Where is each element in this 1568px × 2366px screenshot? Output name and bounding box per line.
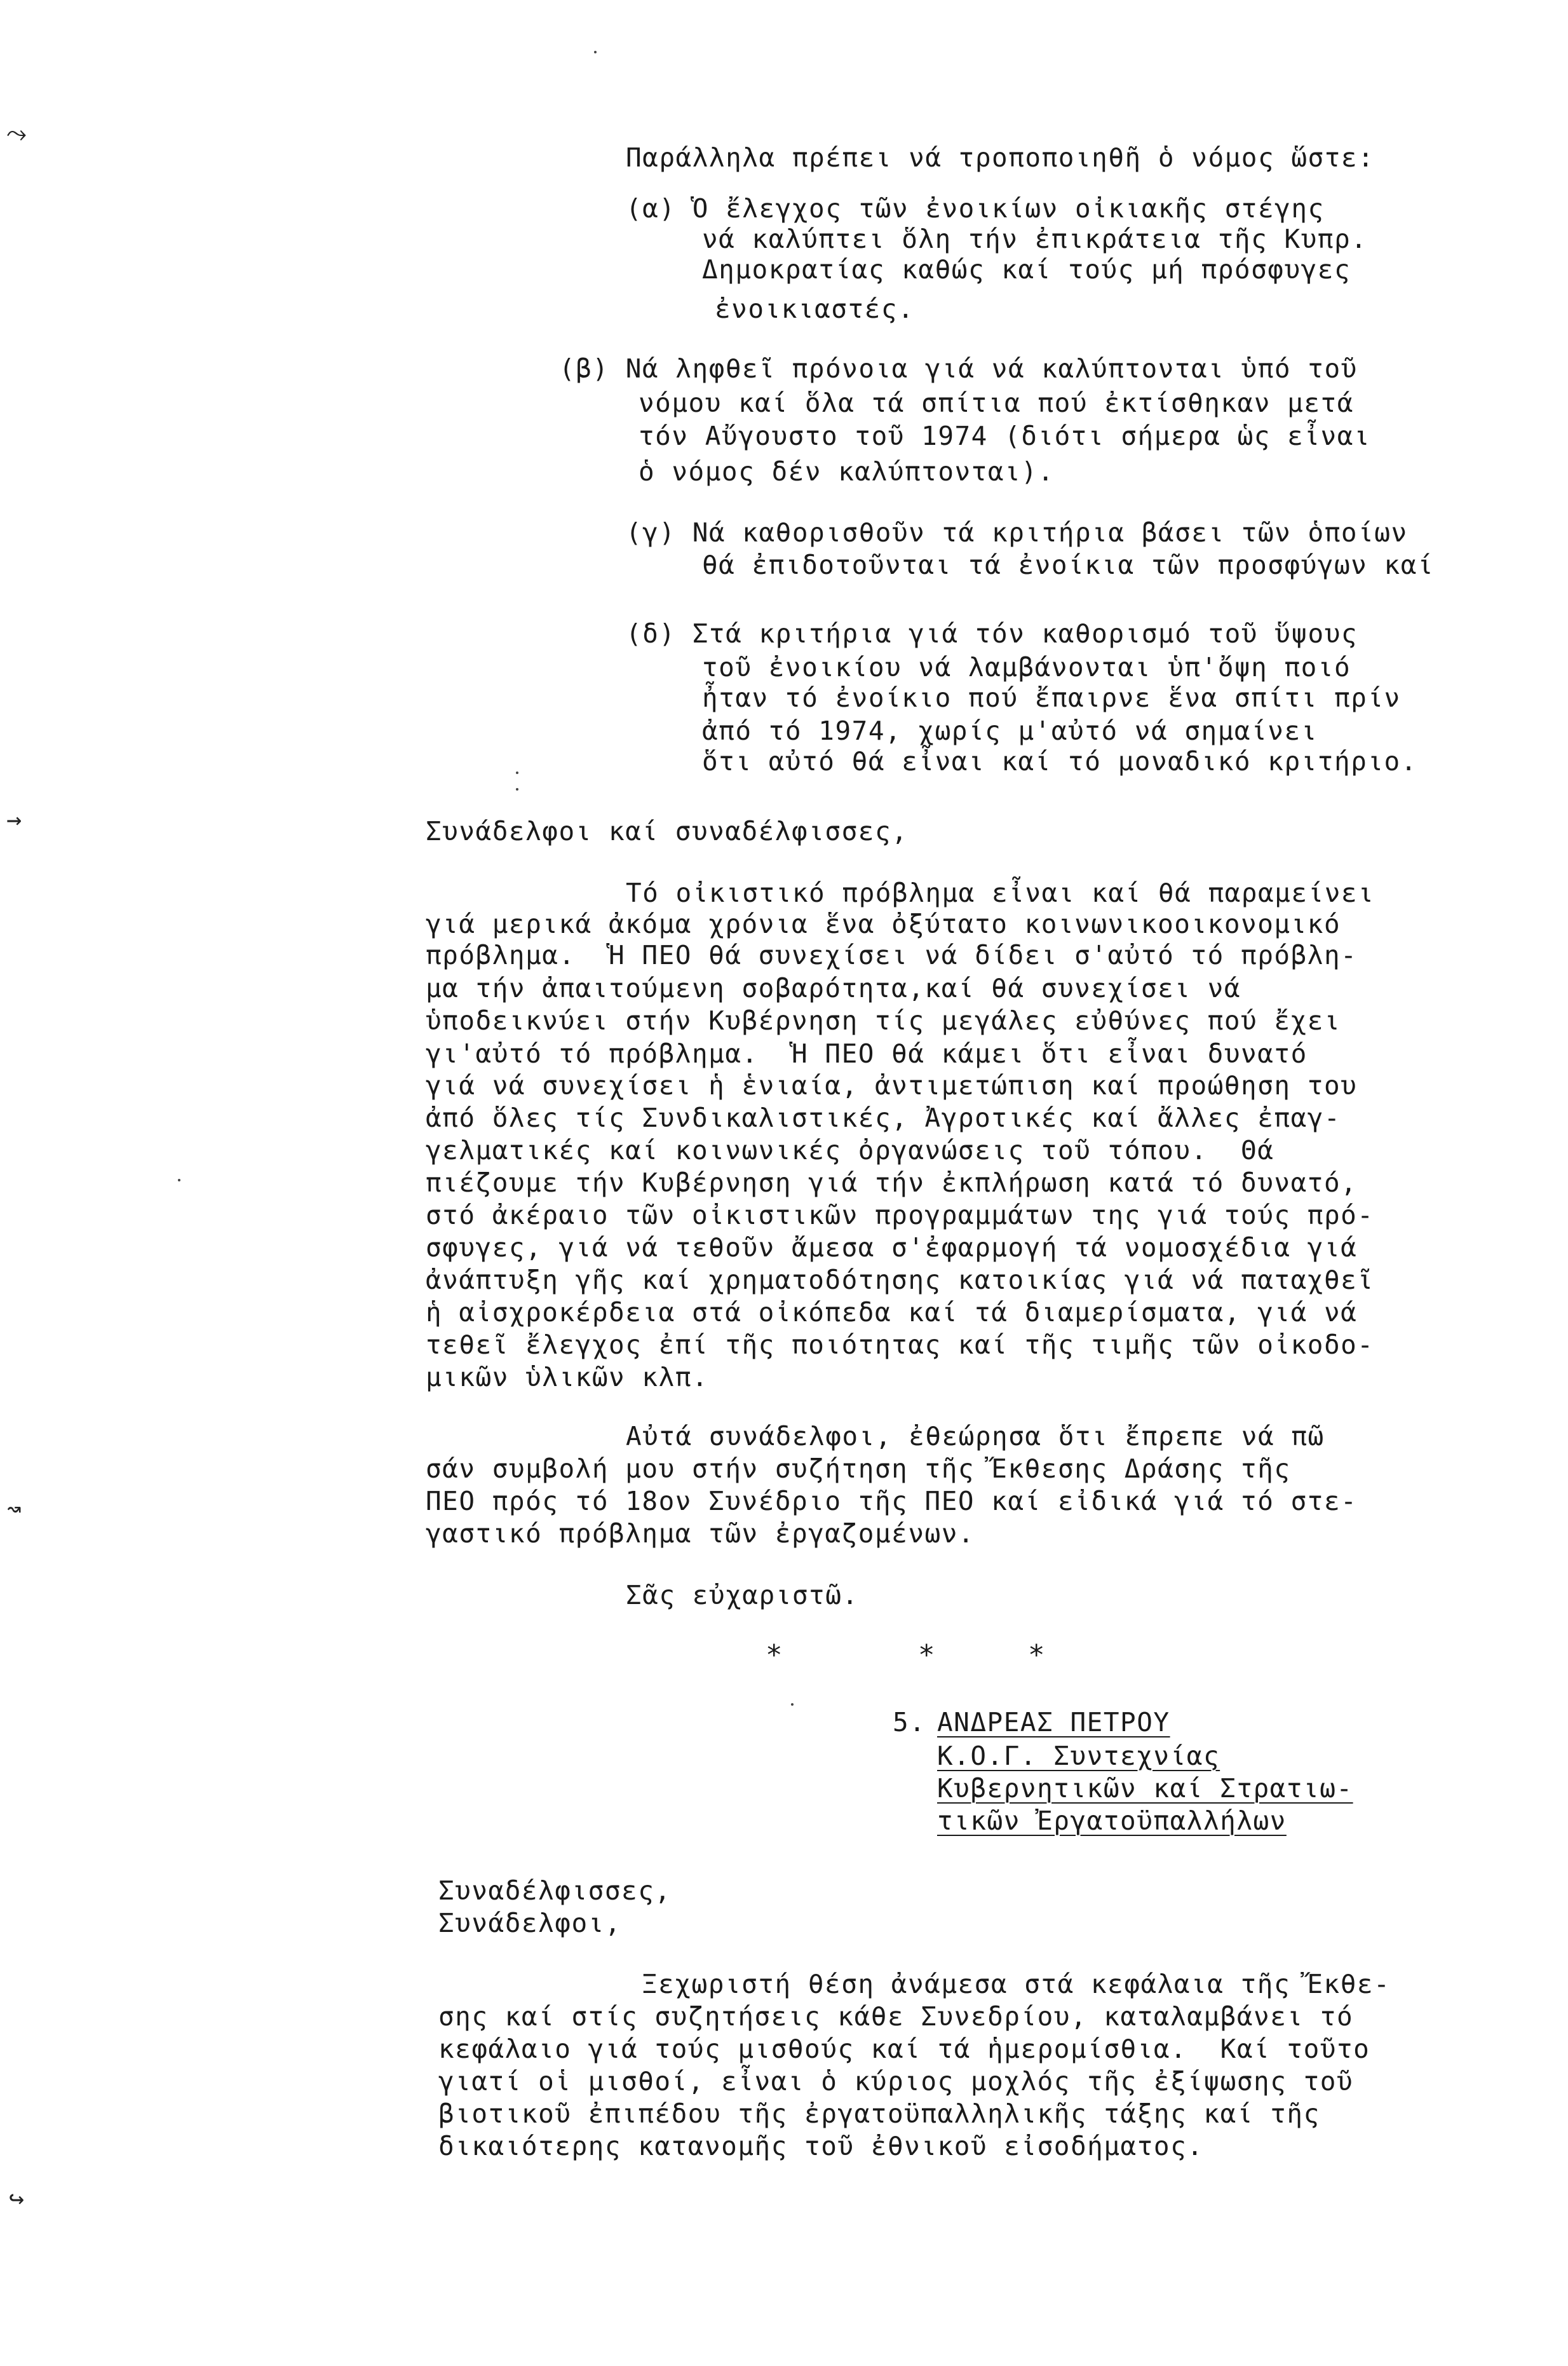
paragraph-line: ἀπό ὅλες τίς Συνδικαλιστικές, Ἀγροτικές καί ἄλλες ἐπαγ- [426,1103,1341,1133]
margin-mark: ↝ [6,1495,22,1524]
item-d-line: ἦταν τό ἐνοίκιο πού ἔπαιρνε ἕνα σπίτι πρίν [702,683,1401,713]
intro-line: Παράλληλα πρέπει νά τροποποιηθῆ ὁ νόμος ὥστε: [626,142,1375,173]
item-d-line: τοῦ ἐνοικίου νά λαμβάνονται ὑπ'ὄψη ποιό [702,652,1351,683]
paragraph-line: σφυγες, γιά νά τεθοῦν ἄμεσα σ'ἐφαρμογή τά νομοσχέδια γιά [426,1232,1358,1263]
speaker-affiliation: Κυβερνητικῶν καί Στρατιω- [937,1773,1353,1804]
paragraph-line: γιά νά συνεχίσει ἡ ἑνιαία, ἀντιμετώπιση καί προώθηση του [426,1070,1358,1101]
item-c-line: (γ) Νά καθορισθοῦν τά κριτήρια βάσει τῶν ὁποίων [626,517,1408,548]
paragraph-line: γι'αὐτό τό πρόβλημα. Ἡ ΠΕΟ θά κάμει ὅτι εἶναι δυνατό [426,1038,1308,1069]
paragraph-line: γιά μερικά ἀκόμα χρόνια ἕνα ὀξύτατο κοινωνικοοικονομικό [426,909,1341,939]
scan-speck [594,51,597,53]
speaker-affiliation: Κ.Ο.Γ. Συντεχνίας [937,1741,1220,1771]
margin-mark: → [6,805,22,834]
item-a-line: νά καλύπτει ὅλη τήν ἐπικράτεια τῆς Κυπρ. [702,224,1368,254]
speaker-number: 5. [893,1707,926,1737]
paragraph-line: στό ἀκέραιο τῶν οἰκιστικῶν προγραμμάτων της γιά τούς πρό- [426,1200,1374,1230]
paragraph-line: ἡ αἰσχροκέρδεια στά οἰκόπεδα καί τά διαμερίσματα, γιά νά [426,1297,1358,1328]
separator-asterisk: * [766,1639,783,1671]
paragraph-line: πιέζουμε τήν Κυβέρνηση γιά τήν ἐκπλήρωση κατά τό δυνατό, [426,1167,1358,1198]
item-b-line: νόμου καί ὅλα τά σπίτια πού ἐκτίσθηκαν μετά [639,388,1354,418]
paragraph-line: γελματικές καί κοινωνικές ὀργανώσεις τοῦ τόπου. Θά [426,1135,1274,1166]
separator-asterisk: * [1028,1639,1045,1671]
item-b-line: τόν Αὔγουστο τοῦ 1974 (διότι σήμερα ὡς εἶναι [639,421,1371,451]
item-d-line: ἀπό τό 1974, χωρίς μ'αὐτό νά σημαίνει [702,716,1318,746]
paragraph-line: σης καί στίς συζητήσεις κάθε Συνεδρίου, καταλαμβάνει τό [438,2001,1354,2032]
item-a-line: Δημοκρατίας καθώς καί τούς μή πρόσφυγες [702,254,1351,285]
item-d-line: (δ) Στά κριτήρια γιά τόν καθορισμό τοῦ ὕψους [626,618,1358,649]
item-a-line: ἐνοικιαστές. [715,294,915,324]
item-d-line: ὅτι αὐτό θά εἶναι καί τό μοναδικό κριτήριο. [702,746,1417,777]
margin-mark: ↪ [9,2184,25,2213]
item-b-line: (β) Νά ληφθεῖ πρόνοια γιά νά καλύπτονται ὑπό τοῦ [559,353,1358,384]
separator-asterisk: * [918,1639,935,1671]
paragraph-line: δικαιότερης κατανομῆς τοῦ ἐθνικοῦ εἰσοδήματος. [438,2131,1204,2161]
paragraph-line: Τό οἰκιστικό πρόβλημα εἶναι καί θά παραμείνει [626,878,1375,908]
scan-speck [178,1179,180,1181]
speaker-affiliation: τικῶν Ἐργατοϋπαλλήλων [937,1805,1287,1836]
salutation: Συναδέλφισσες, [438,1875,672,1906]
paragraph-line: κεφάλαιο γιά τούς μισθούς καί τά ἡμερομίσθια. Καί τοῦτο [438,2034,1370,2064]
closing-thanks: Σᾶς εὐχαριστῶ. [626,1580,859,1610]
margin-mark: ⤳ [6,119,27,148]
paragraph-line: πρόβλημα. Ἡ ΠΕΟ θά συνεχίσει νά δίδει σ'αὐτό τό πρόβλη- [426,940,1358,970]
salutation: Συνάδελφοι, [438,1908,622,1938]
paragraph-line: ἀνάπτυξη γῆς καί χρηματοδότησης κατοικίας γιά νά παταχθεῖ [426,1265,1374,1295]
paragraph-line: γιατί οἱ μισθοί, εἶναι ὁ κύριος μοχλός τῆς ἐξίψωσης τοῦ [438,2066,1354,2097]
scan-speck [791,1703,794,1706]
scan-speck [516,772,518,774]
speaker-name: ΑΝΔΡΕΑΣ ΠΕΤΡΟΥ [937,1707,1170,1737]
paragraph-line: μικῶν ὑλικῶν κλπ. [426,1362,709,1392]
item-c-line: θά ἐπιδοτοῦνται τά ἐνοίκια τῶν προσφύγων καί [702,550,1435,580]
paragraph-line: γαστικό πρόβλημα τῶν ἐργαζομένων. [426,1518,975,1549]
scan-speck [516,788,518,791]
paragraph-line: βιοτικοῦ ἐπιπέδου τῆς ἐργατοϋπαλληλικῆς τάξης καί τῆς [438,2098,1320,2129]
salutation: Συνάδελφοι καί συναδέλφισσες, [426,816,909,846]
paragraph-line: σάν συμβολή μου στήν συζήτηση τῆς Ἔκθεσης Δράσης τῆς [426,1453,1291,1484]
paragraph-line: ὑποδεικνύει στήν Κυβέρνηση τίς μεγάλες εὐθύνες πού ἔχει [426,1005,1341,1036]
paragraph-line: μα τήν ἀπαιτούμενη σοβαρότητα,καί θά συνεχίσει νά [426,973,1241,1003]
item-a-line: (α) Ὁ ἔλεγχος τῶν ἐνοικίων οἰκιακῆς στέγης [626,193,1325,224]
paragraph-line: Αὐτά συνάδελφοι, ἐθεώρησα ὅτι ἔπρεπε νά πῶ [626,1421,1325,1452]
paragraph-line: ΠΕΟ πρός τό 18ον Συνέδριο τῆς ΠΕΟ καί εἰδικά γιά τό στε- [426,1486,1358,1516]
item-b-line: ὁ νόμος δέν καλύπτονται). [639,456,1055,487]
paragraph-line: Ξεχωριστή θέση ἀνάμεσα στά κεφάλαια τῆς Ἔκθε- [642,1969,1391,1999]
paragraph-line: τεθεῖ ἔλεγχος ἐπί τῆς ποιότητας καί τῆς τιμῆς τῶν οἰκοδο- [426,1329,1374,1360]
